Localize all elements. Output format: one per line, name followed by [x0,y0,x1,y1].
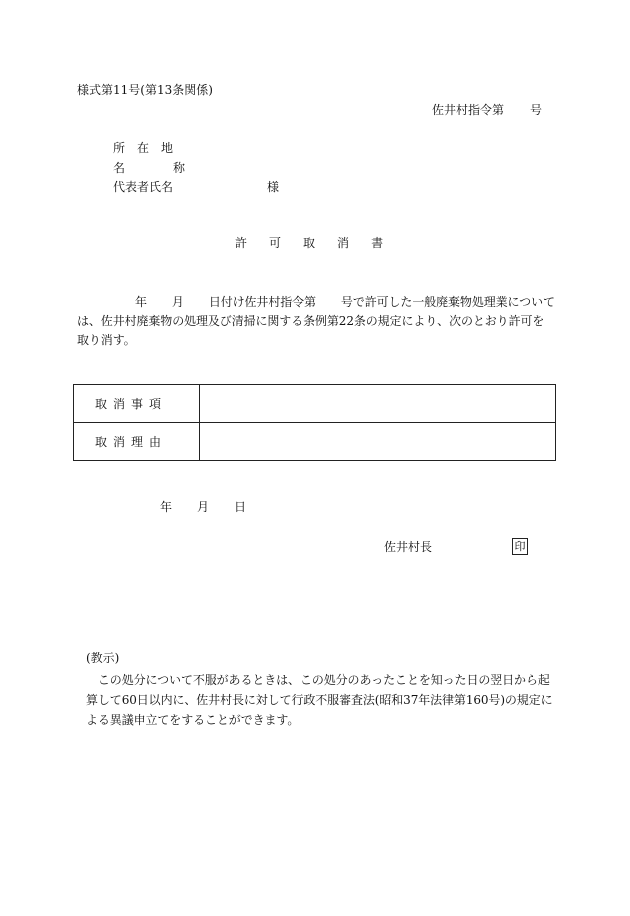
table-row [74,385,556,423]
permit-number [432,104,542,116]
cancellation-table [73,384,556,461]
honorific: 様 [267,180,280,194]
body-month: 月 [171,295,184,309]
issue-date: 年 月 日 [160,500,247,514]
form-number: 様式第11号(第13条関係) [77,83,213,97]
body-paragraph [77,293,555,350]
body-part1: 日付け佐井村指令第 [208,295,316,309]
permit-number-prefix: 佐井村指令第 [432,103,505,117]
name-label: 名 称 [113,161,186,175]
body-part2: 号で許可した一般廃棄物処理業については、佐井村廃棄物の処理及び清掃に関する条例第22条の規定により、次のとおり許可を取り消す。 [77,295,555,347]
location-label: 所 在 地 [113,141,174,155]
cancellation-items-label: 取 消 事 項 [74,385,200,423]
cancellation-items-value[interactable] [200,385,556,423]
cancellation-reason-value[interactable] [200,423,556,461]
table-row [74,423,556,461]
notice-heading: (教示) [86,651,120,665]
seal-mark: 印 [512,538,528,555]
issuer-title: 佐井村長 [384,540,433,554]
document-title: 許 可 取 消 書 [235,236,384,250]
permit-number-suffix: 号 [530,103,543,117]
body-year: 年 [135,295,147,309]
notice-text: この処分について不服があるときは、この処分のあったことを知った日の翌日から起算して60日以内に、佐井村長に対して行政不服審査法(昭和37年法律第160号)の規定による異議申立てをすることができます。 [86,673,553,727]
representative-label: 代表者氏名 [113,180,174,194]
cancellation-reason-label: 取 消 理 由 [74,423,200,461]
